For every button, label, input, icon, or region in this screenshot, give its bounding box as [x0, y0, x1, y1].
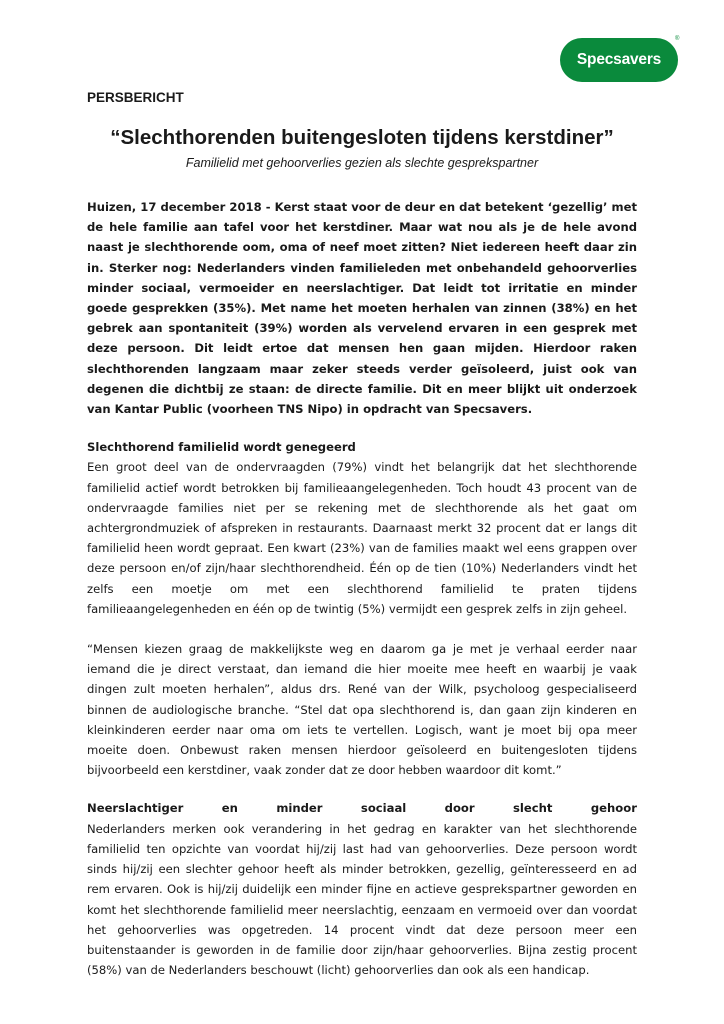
section-title-2 — [87, 798, 637, 818]
section-title-2-word: minder — [276, 801, 323, 816]
section-title-2-word: sociaal — [360, 801, 407, 816]
headline: “Slechthorenden buitengesloten tijdens kerstdiner” — [110, 126, 614, 149]
section-body-1: Een groot deel van de ondervraagden (79%) vindt het belangrijk dat het slechthorende familielid actief wordt betrokken bij familieaangelegenheden. Toch houdt 43 procent van de ondervraagde families niet per se rekening met de slechthorende als het gaat om achtergrondmuziek of afspreken in restaurants. Daarnaast merkt 32 procent dat er langs dit familielid heen wordt gepraat. Een kwart (23%) van de families maakt wel eens grappen over deze persoon en/of zijn/haar slechthorendheid. Één op de tien (10%) Nederlanders vindt het zelfs een moetje om met een slechthorend familielid te praten tijdens familieaangelegenheden en één op de twintig (5%) vermijdt een gesprek zelfs in zijn geheel. — [87, 460, 637, 616]
subheadline: Familielid met gehoorverlies gezien als slechte gesprekspartner — [185, 156, 539, 170]
logo-registered-mark: ® — [675, 36, 680, 42]
quote-paragraph: “Mensen kiezen graag de makkelijkste weg en daarom ga je met je verhaal eerder naar iemand die je direct verstaat, dan iemand die hier moeite mee heeft en waarbij je vaak dingen zult moeten herhalen”, aldus drs. René van der Wilk, psycholoog gespecialiseerd binnen de audiologische branche. “Stel dat opa slechthorend is, dan gaan zijn kinderen en kleinkinderen eerder naar oma om iets te vertellen. Logisch, want je moet bij opa meer moeite doen. Onbewust raken mensen hierdoor geïsoleerd en buitengesloten tijdens bijvoorbeeld een kerstdiner, vaak zonder dat ze door hebben waardoor dit komt.” — [87, 642, 637, 778]
section-title-2-word: door — [444, 801, 475, 816]
specsavers-logo — [560, 38, 678, 82]
section-title-2-word: slecht — [513, 801, 553, 816]
section-title-2-word: en — [221, 801, 238, 816]
intro-paragraph: Huizen, 17 december 2018 - Kerst staat voor de deur en dat betekent ‘gezellig’ met de hele familie aan tafel voor het kerstdiner. Maar wat nou als je de hele avond naast je slechthorende oom, oma of neef moet zitten? Niet iedereen heeft daar zin in. Sterker nog: Nederlanders vinden familieleden met onbehandeld gehoorverlies minder sociaal, vermoeider en neerslachtiger. Dat leidt tot irritatie en minder goede gesprekken (35%). Met name het moeten herhalen van zinnen (38%) en het gebrek aan spontaniteit (39%) worden als vervelend ervaren in een gesprek met deze persoon. Dit leidt ertoe dat mensen hen gaan mijden. Hierdoor raken slechthorenden langzaam maar zeker steeds verder geïsoleerd, juist ook van degenen die dichtbij ze staan: de directe familie. Dit en meer blijkt uit onderzoek van Kantar Public (voorheen TNS Nipo) in opdracht van Specsavers. — [87, 200, 637, 417]
logo-text: Specsavers — [576, 51, 662, 68]
section-title-1: Slechthorend familielid wordt genegeerd — [87, 440, 356, 455]
document-label: PERSBERICHT — [87, 90, 184, 105]
section-title-2-word: gehoor — [590, 801, 637, 816]
article-body — [87, 197, 637, 980]
section-title-2-word: Neerslachtiger — [87, 801, 184, 816]
section-body-2: Nederlanders merken ook verandering in het gedrag en karakter van het slechthorende familielid ten opzichte van voordat hij/zij last had van gehoorverlies. Deze persoon wordt sinds hij/zij een slechter gehoor heeft als minder betrokken, gezellig, geïnteresseerd en ad rem ervaren. Ook is hij/zij duidelijk een minder fijne en actieve gesprekspartner geworden en komt het slechthorende familielid meer neerslachtig, eenzaam en vermoeid over dan voordat het gehoorverlies was opgetreden. 14 procent vindt dat deze persoon meer een buitenstaander is geworden in de familie door zijn/haar gehoorverlies. Bijna zestig procent (58%) van de Nederlanders beschouwt (licht) gehoorverlies dan ook als een handicap. — [87, 821, 637, 978]
